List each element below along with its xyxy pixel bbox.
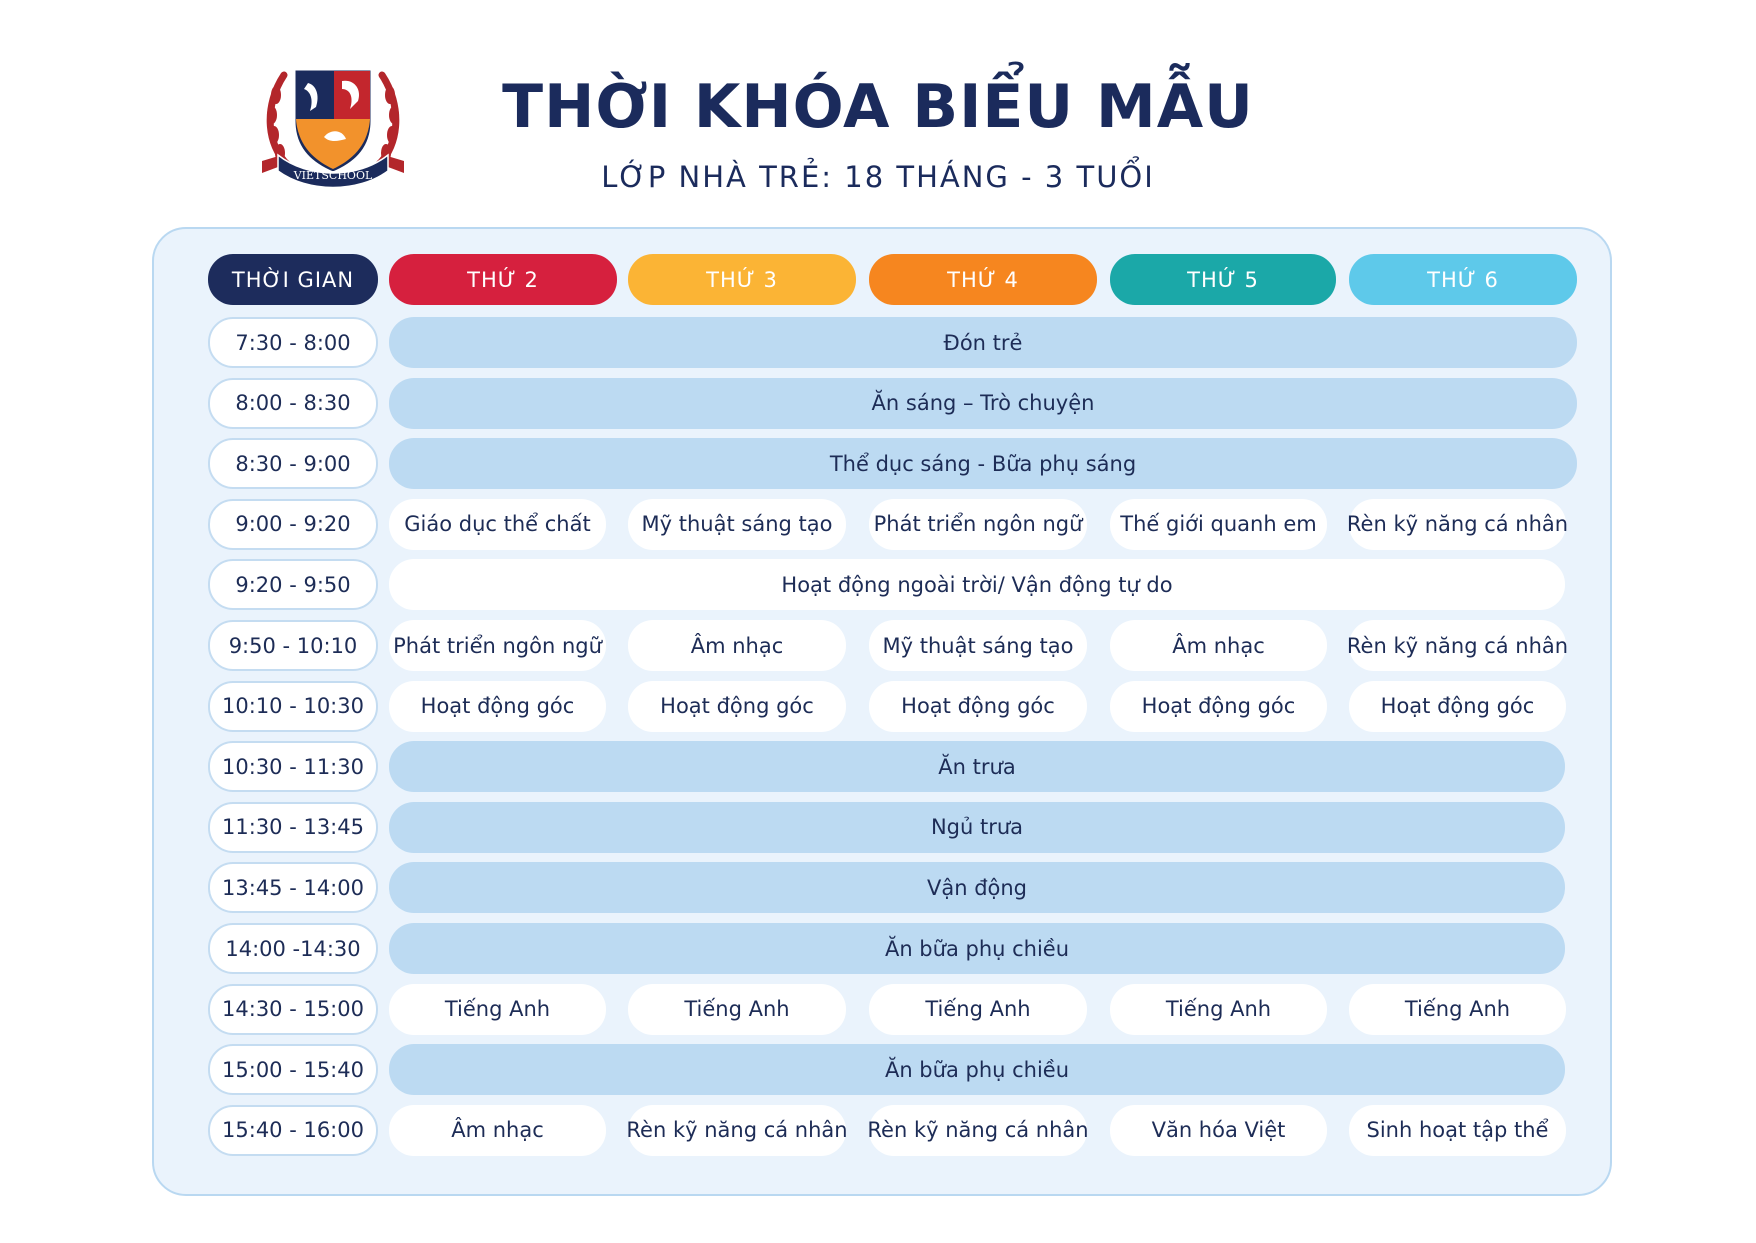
logo-text: VIETSCHOOL xyxy=(293,169,373,182)
header-day-3: THỨ 4 xyxy=(869,254,1097,305)
activity-cell: Phát triển ngôn ngữ xyxy=(389,620,606,671)
time-slot: 9:00 - 9:20 xyxy=(208,499,378,550)
time-slot: 15:40 - 16:00 xyxy=(208,1105,378,1156)
time-slot: 14:30 - 15:00 xyxy=(208,984,378,1035)
activity-span: Ăn bữa phụ chiều xyxy=(389,923,1565,974)
activity-cell: Rèn kỹ năng cá nhân xyxy=(628,1105,846,1156)
activity-cell: Hoạt động góc xyxy=(389,681,606,732)
activity-cell: Giáo dục thể chất xyxy=(389,499,606,550)
activity-cell: Âm nhạc xyxy=(1110,620,1327,671)
activity-cell: Rèn kỹ năng cá nhân xyxy=(1349,499,1566,550)
activity-span: Ăn bữa phụ chiều xyxy=(389,1044,1565,1095)
activity-cell: Tiếng Anh xyxy=(869,984,1087,1035)
time-slot: 7:30 - 8:00 xyxy=(208,317,378,368)
activity-cell: Tiếng Anh xyxy=(389,984,606,1035)
activity-span: Đón trẻ xyxy=(389,317,1577,368)
activity-cell: Tiếng Anh xyxy=(628,984,846,1035)
header-day-4: THỨ 5 xyxy=(1110,254,1336,305)
time-slot: 14:00 -14:30 xyxy=(208,923,378,974)
time-slot: 15:00 - 15:40 xyxy=(208,1044,378,1095)
activity-cell: Rèn kỹ năng cá nhân xyxy=(1349,620,1566,671)
time-slot: 11:30 - 13:45 xyxy=(208,802,378,853)
activity-cell: Phát triển ngôn ngữ xyxy=(869,499,1087,550)
header-time: THỜI GIAN xyxy=(208,254,378,305)
activity-cell: Tiếng Anh xyxy=(1349,984,1566,1035)
activity-span: Ngủ trưa xyxy=(389,802,1565,853)
activity-cell: Hoạt động góc xyxy=(628,681,846,732)
activity-cell: Âm nhạc xyxy=(628,620,846,671)
time-slot: 10:30 - 11:30 xyxy=(208,741,378,792)
activity-span: Hoạt động ngoài trời/ Vận động tự do xyxy=(389,559,1565,610)
time-slot: 13:45 - 14:00 xyxy=(208,862,378,913)
time-slot: 8:30 - 9:00 xyxy=(208,438,378,489)
activity-cell: Văn hóa Việt xyxy=(1110,1105,1327,1156)
activity-span: Vận động xyxy=(389,862,1565,913)
header-day-5: THỨ 6 xyxy=(1349,254,1577,305)
activity-cell: Sinh hoạt tập thể xyxy=(1349,1105,1566,1156)
header xyxy=(0,72,1756,194)
header-day-2: THỨ 3 xyxy=(628,254,856,305)
activity-cell: Hoạt động góc xyxy=(869,681,1087,732)
activity-cell: Mỹ thuật sáng tạo xyxy=(869,620,1087,671)
activity-cell: Thế giới quanh em xyxy=(1110,499,1327,550)
page-subtitle: LỚP NHÀ TRẺ: 18 THÁNG - 3 TUỔI xyxy=(601,160,1155,194)
time-slot: 9:50 - 10:10 xyxy=(208,620,378,671)
time-slot: 9:20 - 9:50 xyxy=(208,559,378,610)
activity-cell: Tiếng Anh xyxy=(1110,984,1327,1035)
activity-cell: Âm nhạc xyxy=(389,1105,606,1156)
activity-cell: Rèn kỹ năng cá nhân xyxy=(869,1105,1087,1156)
activity-span: Thể dục sáng - Bữa phụ sáng xyxy=(389,438,1577,489)
header-day-1: THỨ 2 xyxy=(389,254,617,305)
time-slot: 10:10 - 10:30 xyxy=(208,681,378,732)
page-title: THỜI KHÓA BIỂU MẪU xyxy=(502,72,1254,142)
activity-span: Ăn sáng – Trò chuyện xyxy=(389,378,1577,429)
activity-cell: Hoạt động góc xyxy=(1349,681,1566,732)
activity-cell: Mỹ thuật sáng tạo xyxy=(628,499,846,550)
activity-cell: Hoạt động góc xyxy=(1110,681,1327,732)
activity-span: Ăn trưa xyxy=(389,741,1565,792)
time-slot: 8:00 - 8:30 xyxy=(208,378,378,429)
